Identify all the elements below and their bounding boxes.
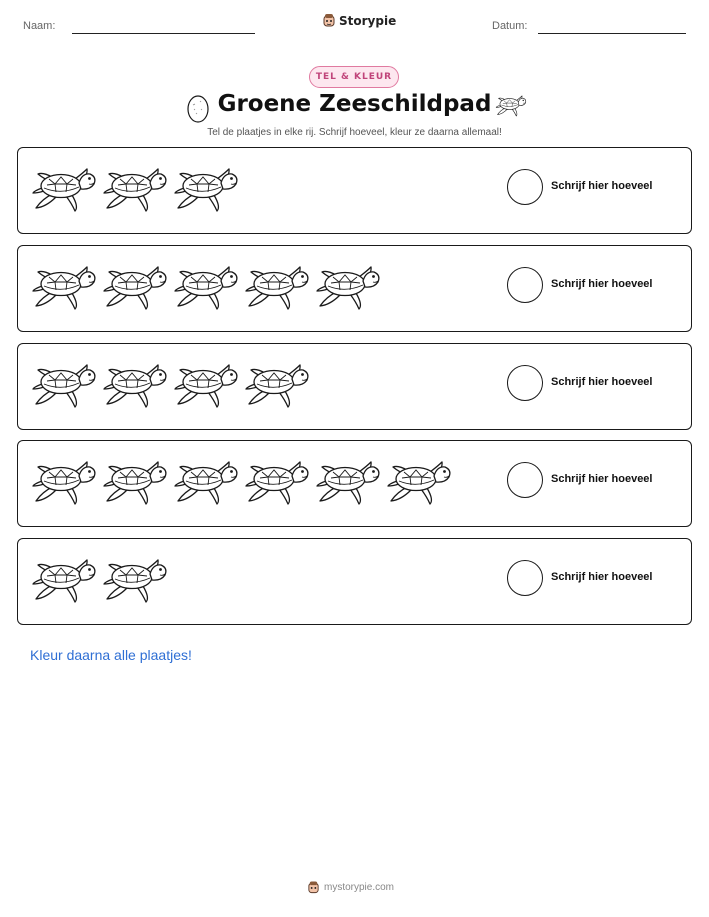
brand-name: Storypie bbox=[339, 13, 397, 28]
footer-brand bbox=[307, 880, 394, 895]
footer-note: Kleur daarna alle plaatjes! bbox=[30, 647, 192, 663]
turtle-icon[interactable] bbox=[174, 261, 238, 311]
turtle-icon[interactable] bbox=[174, 163, 238, 213]
counting-row bbox=[17, 538, 692, 625]
turtle-icon[interactable] bbox=[103, 554, 167, 604]
answer-circle[interactable] bbox=[507, 365, 543, 401]
turtle-group bbox=[32, 554, 167, 604]
turtle-icon[interactable] bbox=[387, 456, 451, 506]
turtle-icon[interactable] bbox=[245, 359, 309, 409]
mascot-icon bbox=[322, 13, 336, 28]
answer-circle[interactable] bbox=[507, 267, 543, 303]
turtle-group bbox=[32, 456, 451, 506]
mascot-icon bbox=[307, 880, 320, 895]
answer-label: Schrijf hier hoeveel bbox=[551, 376, 653, 388]
turtle-icon[interactable] bbox=[32, 359, 96, 409]
turtle-icon[interactable] bbox=[32, 261, 96, 311]
turtle-icon[interactable] bbox=[316, 261, 380, 311]
turtle-icon[interactable] bbox=[103, 456, 167, 506]
turtle-icon[interactable] bbox=[32, 163, 96, 213]
name-label: Naam: bbox=[23, 20, 56, 32]
turtle-icon[interactable] bbox=[245, 456, 309, 506]
turtle-icon[interactable] bbox=[245, 261, 309, 311]
counting-row bbox=[17, 245, 692, 332]
answer-circle[interactable] bbox=[507, 169, 543, 205]
footer-url: mystorypie.com bbox=[324, 882, 395, 893]
turtle-icon[interactable] bbox=[32, 456, 96, 506]
turtle-group bbox=[32, 261, 380, 311]
answer-circle[interactable] bbox=[507, 560, 543, 596]
turtle-icon[interactable] bbox=[174, 359, 238, 409]
answer-label: Schrijf hier hoeveel bbox=[551, 278, 653, 290]
counting-row bbox=[17, 343, 692, 430]
name-line[interactable] bbox=[72, 33, 255, 34]
activity-badge: TEL & KLEUR bbox=[309, 66, 399, 88]
date-line[interactable] bbox=[538, 33, 686, 34]
turtle-icon bbox=[494, 93, 528, 117]
turtle-icon[interactable] bbox=[316, 456, 380, 506]
turtle-group bbox=[32, 359, 309, 409]
turtle-icon[interactable] bbox=[174, 456, 238, 506]
counting-row bbox=[17, 440, 692, 527]
turtle-icon[interactable] bbox=[32, 554, 96, 604]
brand-logo bbox=[322, 13, 396, 28]
turtle-group bbox=[32, 163, 238, 213]
answer-label: Schrijf hier hoeveel bbox=[551, 473, 653, 485]
answer-label: Schrijf hier hoeveel bbox=[551, 571, 653, 583]
turtle-icon[interactable] bbox=[103, 359, 167, 409]
instructions: Tel de plaatjes in elke rij. Schrijf hoeveel, kleur ze daarna allemaal! bbox=[207, 127, 502, 138]
counting-row bbox=[17, 147, 692, 234]
turtle-icon[interactable] bbox=[103, 261, 167, 311]
page-title: Groene Zeeschildpad bbox=[217, 91, 492, 117]
answer-label: Schrijf hier hoeveel bbox=[551, 180, 653, 192]
answer-circle[interactable] bbox=[507, 462, 543, 498]
date-label: Datum: bbox=[492, 20, 528, 32]
turtle-icon[interactable] bbox=[103, 163, 167, 213]
